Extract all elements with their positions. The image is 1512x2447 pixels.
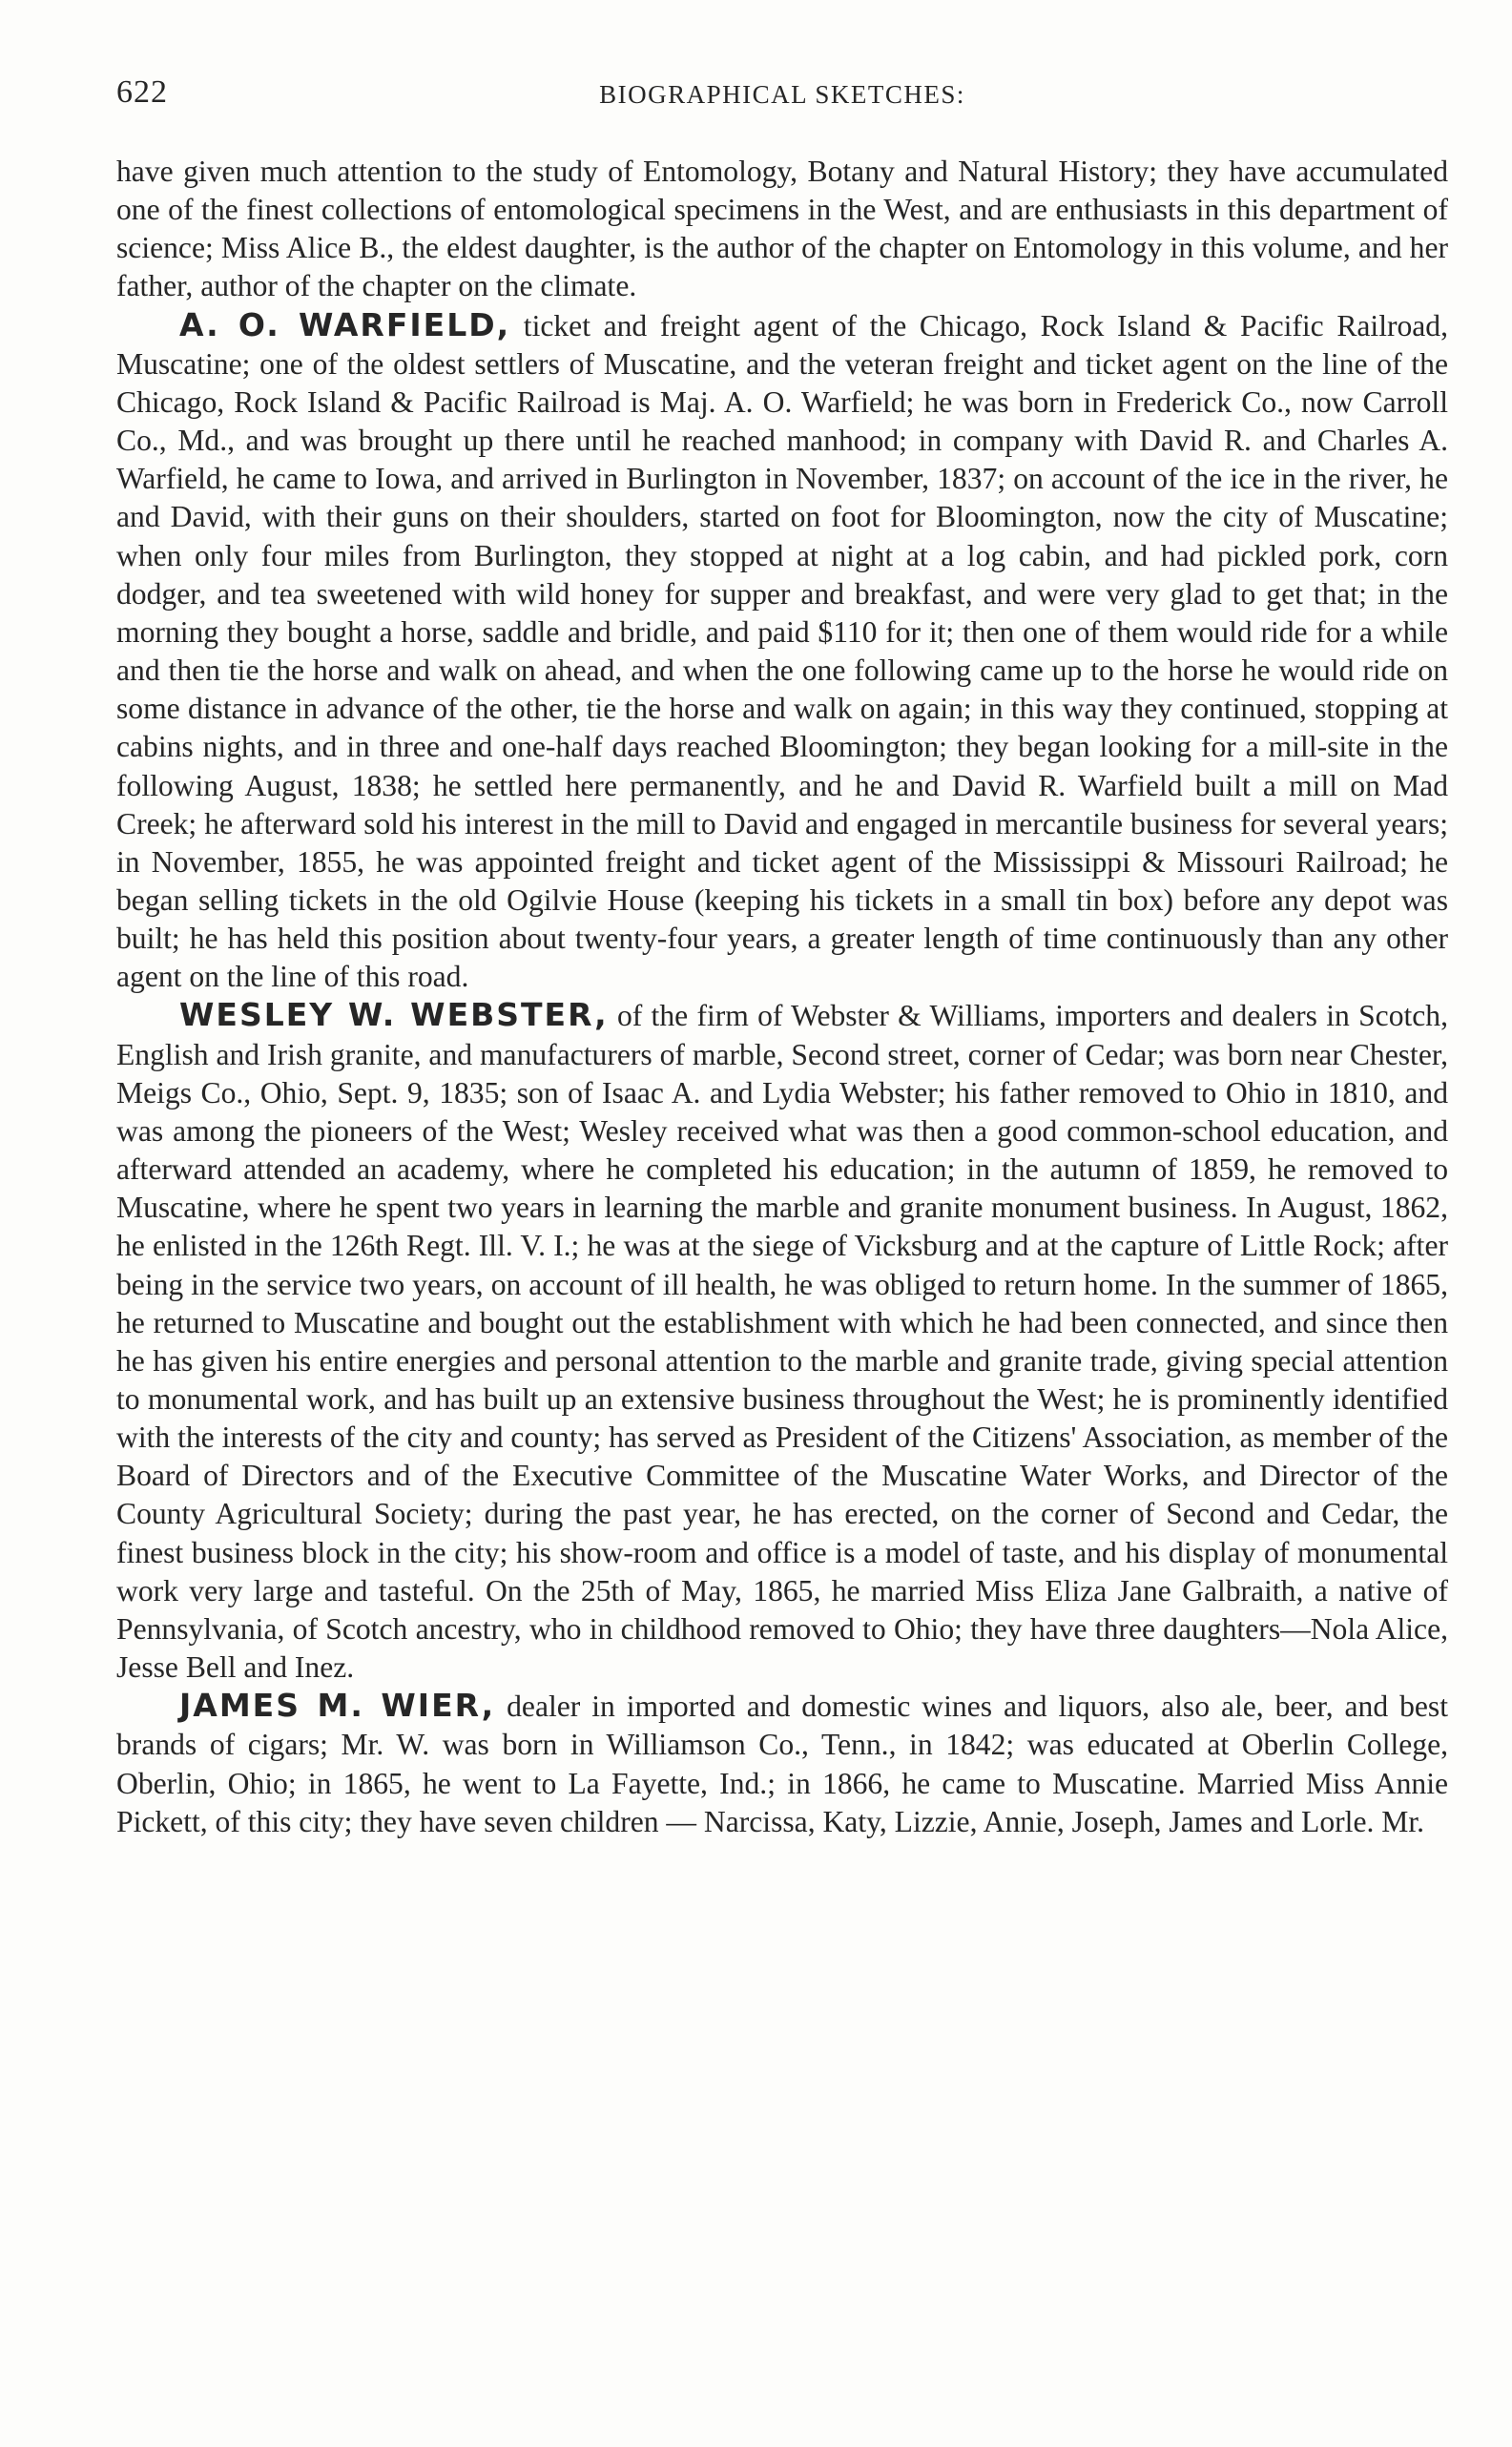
sketch-name: WESLEY W. WEBSTER, [179,996,609,1034]
sketch-wier [116,1687,1448,1841]
sketch-webster [116,996,1448,1687]
paragraph-text: have given much attention to the study of Entomology, Botany and Natural History; they have accumulated one of the finest collections of entomological specimens in the West, and are enthusiasts in this department of science; Miss Alice B., the eldest daughter, is the author of the chapter on Entomology in this volume, and her father, author of the chapter on the climate. [116,155,1448,303]
sketch-name: A. O. WARFIELD, [179,305,511,343]
running-head [116,74,1448,116]
paragraph-text: ticket and freight agent of the Chicago, Rock Island & Pacific Railroad, Muscatine; one of the oldest settlers of Muscatine, and the veteran freight and ticket agent on the line of the Chicago, Rock Island & Pacific Railroad is Maj. A. O. Warfield; he was born in Frederick Co., now Carroll Co., Md., and was brought up there until he reached manhood; in company with David R. and Charles A. Warfield, he came to Iowa, and arrived in Burlington in November, 1837; on account of the ice in the river, he and David, with their guns on their shoulders, started on foot for Bloomington, now the city of Muscatine; when only four miles from Burlington, they stopped at night at a log cabin, and had pickled pork, corn dodger, and tea sweetened with wild honey for supper and breakfast, and were very glad to get that; in the morning they bought a horse, saddle and bridle, and paid $110 for it; then one of them would ride for a while and then tie the horse and walk on ahead, and when the one following came up to the horse he would ride on some distance in advance of the other, tie the horse and walk on again; in this way they continued, stopping at cabins nights, and in three and one-half days reached Bloomington; they began looking for a mill-site in the following August, 1838; he settled here permanently, and he and David R. Warfield built a mill on Mad Creek; he afterward sold his interest in the mill to David and engaged in mercantile business for several years; in November, 1855, he was appointed freight and ticket agent of the Mississippi & Missouri Railroad; he began selling tickets in the old Ogilvie House (keeping his tickets in a small tin box) before any depot was built; he has held this position about twenty-four years, a greater length of time continuously than any other agent on the line of this road. [116,308,1449,994]
paragraph-text: of the firm of Webster & Williams, importers and dealers in Scotch, English and Irish granite, and manufacturers of marble, Second street, corner of Cedar; was born near Chester, Meigs Co., Ohio, Sept. 9, 1835; son of Isaac A. and Lydia Webster; his father removed to Ohio in 1810, and was among the pioneers of the West; Wesley received what was then a good common-school education, and afterward attended an academy, where he completed his education; in the autumn of 1859, he removed to Muscatine, where he spent two years in learning the marble and granite monument business. In August, 1862, he enlisted in the 126th Regt. Ill. V. I.; he was at the siege of Vicksburg and at the capture of Little Rock; after being in the service two years, on account of ill health, he was obliged to return home. In the summer of 1865, he returned to Muscatine and bought out the establishment with which he had been connected, and since then he has given his entire energies and personal attention to the marble and granite trade, giving special attention to monumental work, and has built up an extensive business throughout the West; he is prominently identified with the interests of the city and county; has served as President of the Citizens' Association, as member of the Board of Directors and of the Executive Committee of the Muscatine Water Works, and Director of the County Agricultural Society; during the past year, he has erected, on the corner of Second and Cedar, the finest business block in the city; his show-room and office is a model of taste, and his display of monumental work very large and tasteful. On the 25th of May, 1865, he married Miss Eliza Jane Galbraith, a native of Pennsylvania, of Scotch ancestry, who in childhood removed to Ohio; they have three daughters—Nola Alice, Jesse Bell and Inez. [116,999,1448,1685]
page-number: 622 [116,74,168,110]
sketch-warfield [116,306,1448,997]
sketch-name: JAMES M. WIER, [179,1687,496,1725]
running-head-title: BIOGRAPHICAL SKETCHES: [599,80,965,109]
paragraph-text: dealer in imported and domestic wines and liquors, also ale, beer, and best brands of cigars; Mr. W. was born in Williamson Co., Tenn., in 1842; was educated at Oberlin College, Oberlin, Ohio; in 1865, he went to La Fayette, Ind.; in 1866, he came to Muscatine. Married Miss Annie Pickett, of this city; they have seven children — Narcissa, Katy, Lizzie, Annie, Joseph, James and Lorle. Mr. [116,1690,1448,1838]
continued-paragraph [116,153,1448,306]
body-text [116,153,1448,1841]
